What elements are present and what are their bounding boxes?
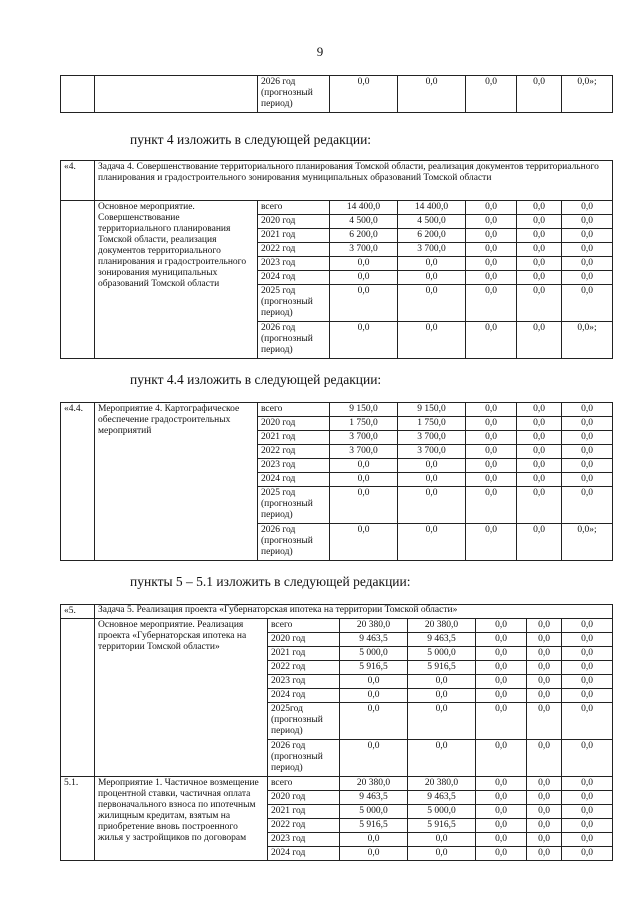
- value-cell: 0,0: [562, 473, 613, 487]
- value-cell: 0,0: [466, 243, 517, 257]
- value-cell: 0,0: [527, 791, 562, 805]
- section-5-table: [60, 604, 613, 861]
- row-number: «4.: [61, 161, 95, 201]
- value-cell: 0,0: [340, 833, 408, 847]
- year-label: 2020 год: [258, 417, 330, 431]
- value-cell: 0,0: [466, 201, 517, 215]
- value-cell: 5 916,5: [408, 819, 476, 833]
- value-cell: 0,0: [398, 285, 466, 322]
- value-cell: 0,0: [330, 285, 398, 322]
- value-cell: 3 700,0: [330, 445, 398, 459]
- value-cell: 3 700,0: [398, 243, 466, 257]
- value-cell: 0,0: [330, 459, 398, 473]
- value-cell: 3 700,0: [330, 431, 398, 445]
- year-label: 2025 год (прогнозный период): [258, 285, 330, 322]
- value-cell: 0,0: [466, 459, 517, 473]
- value-cell: 0,0: [408, 689, 476, 703]
- value-cell: 5 916,5: [340, 819, 408, 833]
- value-cell: 14 400,0: [398, 201, 466, 215]
- value-cell: 0,0: [340, 740, 408, 777]
- value-cell: 0,0: [408, 833, 476, 847]
- year-label: 2024 год: [258, 271, 330, 285]
- value-cell: 9 463,5: [408, 633, 476, 647]
- value-cell: 0,0: [527, 675, 562, 689]
- value-cell: 0,0: [527, 833, 562, 847]
- value-cell: 0,0: [527, 689, 562, 703]
- value-cell: 3 700,0: [398, 431, 466, 445]
- year-label: 2024 год: [258, 473, 330, 487]
- value-cell: 0,0: [466, 271, 517, 285]
- data-row: [61, 403, 613, 417]
- value-cell: 0,0: [562, 661, 613, 675]
- year-label: 2020 год: [268, 791, 340, 805]
- year-label: 2026 год (прогнозный период): [268, 740, 340, 777]
- activity-name: Основное мероприятие. Совершенствование территориального планирования Томской области, реализация документов территориального планирования и градостроительного зонирования муниципальных образований Томской области: [95, 201, 258, 359]
- value-cell: 0,0: [527, 777, 562, 791]
- value-cell: 0,0: [562, 403, 613, 417]
- value-cell: 6 200,0: [330, 229, 398, 243]
- value-cell: 0,0: [330, 271, 398, 285]
- value-cell: 0,0: [562, 647, 613, 661]
- value-cell: 0,0: [562, 633, 613, 647]
- value-cell: 0,0: [562, 675, 613, 689]
- value-cell: 0,0: [476, 805, 527, 819]
- value-cell: 0,0: [408, 740, 476, 777]
- value-cell: 0,0: [562, 229, 613, 243]
- section-4-table: [60, 160, 613, 359]
- value-cell: 0,0: [562, 201, 613, 215]
- value-cell: 0,0»;: [562, 76, 613, 113]
- value-cell: 5 000,0: [408, 805, 476, 819]
- value-cell: 5 916,5: [340, 661, 408, 675]
- value-cell: 0,0: [398, 487, 466, 524]
- task-title: Задача 5. Реализация проекта «Губернаторская ипотека на территории Томской области»: [95, 605, 613, 619]
- value-cell: 9 150,0: [330, 403, 398, 417]
- value-cell: 0,0: [517, 215, 562, 229]
- value-cell: 0,0: [562, 285, 613, 322]
- value-cell: 0,0: [466, 473, 517, 487]
- year-label: всего: [258, 403, 330, 417]
- year-label: 2023 год: [268, 675, 340, 689]
- value-cell: 0,0: [562, 791, 613, 805]
- value-cell: 0,0: [562, 417, 613, 431]
- value-cell: 0,0: [476, 703, 527, 740]
- value-cell: 5 000,0: [340, 805, 408, 819]
- value-cell: 1 750,0: [398, 417, 466, 431]
- value-cell: 0,0: [340, 703, 408, 740]
- year-label: 2026 год (прогнозный период): [258, 524, 330, 561]
- value-cell: 0,0: [340, 689, 408, 703]
- value-cell: 5 000,0: [340, 647, 408, 661]
- value-cell: 0,0: [527, 661, 562, 675]
- value-cell: 0,0: [398, 524, 466, 561]
- empty-cell: [61, 76, 95, 113]
- value-cell: 20 380,0: [340, 619, 408, 633]
- data-row: [61, 619, 613, 633]
- value-cell: 0,0: [527, 740, 562, 777]
- value-cell: 6 200,0: [398, 229, 466, 243]
- value-cell: 9 463,5: [340, 633, 408, 647]
- value-cell: 0,0: [398, 459, 466, 473]
- value-cell: 0,0: [466, 229, 517, 243]
- value-cell: 0,0: [562, 257, 613, 271]
- activity-name: Мероприятие 1. Частичное возмещение процентной ставки, частичная оплата первоначального взноса по ипотечным жилищным кредитам, взятым на приобретение вновь построенного жилья у застройщиков по договорам: [95, 777, 268, 861]
- value-cell: 4 500,0: [330, 215, 398, 229]
- value-cell: 0,0: [476, 633, 527, 647]
- value-cell: 0,0: [562, 833, 613, 847]
- value-cell: 9 463,5: [340, 791, 408, 805]
- data-row: [61, 201, 613, 215]
- value-cell: 0,0: [330, 76, 398, 113]
- year-label: 2020 год: [268, 633, 340, 647]
- value-cell: 0,0: [517, 473, 562, 487]
- activity-name: Основное мероприятие. Реализация проекта «Губернаторская ипотека на территории Томской области»: [95, 619, 268, 777]
- value-cell: 1 750,0: [330, 417, 398, 431]
- heading-points-5-5-1: пункты 5 – 5.1 изложить в следующей редакции:: [130, 574, 411, 589]
- value-cell: 0,0: [562, 740, 613, 777]
- year-label: 2022 год: [258, 243, 330, 257]
- value-cell: 0,0: [527, 703, 562, 740]
- value-cell: 0,0: [527, 647, 562, 661]
- value-cell: 0,0: [398, 271, 466, 285]
- year-label: 2026 год (прогнозный период): [258, 322, 330, 359]
- value-cell: 0,0: [398, 473, 466, 487]
- value-cell: 0,0: [517, 257, 562, 271]
- value-cell: 0,0: [562, 243, 613, 257]
- value-cell: 0,0: [562, 777, 613, 791]
- value-cell: 0,0: [517, 445, 562, 459]
- value-cell: 0,0: [466, 215, 517, 229]
- value-cell: 0,0: [466, 417, 517, 431]
- value-cell: 0,0: [517, 201, 562, 215]
- value-cell: 0,0: [466, 285, 517, 322]
- value-cell: 0,0: [408, 675, 476, 689]
- year-label: 2021 год: [268, 647, 340, 661]
- value-cell: 0,0: [517, 285, 562, 322]
- value-cell: 0,0: [562, 459, 613, 473]
- value-cell: 0,0: [330, 257, 398, 271]
- value-cell: 0,0: [398, 76, 466, 113]
- value-cell: 0,0: [330, 487, 398, 524]
- value-cell: 0,0: [562, 619, 613, 633]
- value-cell: 0,0: [517, 417, 562, 431]
- value-cell: 0,0: [517, 322, 562, 359]
- value-cell: 0,0: [527, 633, 562, 647]
- section-4-4-table: [60, 402, 613, 561]
- empty-cell: [95, 76, 258, 113]
- value-cell: 0,0: [476, 819, 527, 833]
- heading-point-4-4: пункт 4.4 изложить в следующей редакции:: [130, 372, 382, 387]
- value-cell: 0,0: [408, 847, 476, 861]
- value-cell: 0,0: [466, 257, 517, 271]
- task-title: Задача 4. Совершенствование территориального планирования Томской области, реализация документов территориального планирования и градостроительного зонирования муниципальных образований Томской области: [95, 161, 613, 201]
- value-cell: 0,0: [562, 215, 613, 229]
- value-cell: 0,0: [476, 740, 527, 777]
- value-cell: 0,0: [562, 487, 613, 524]
- year-label: 2023 год: [258, 459, 330, 473]
- value-cell: 0,0: [330, 322, 398, 359]
- year-label: 2025год (прогнозный период): [268, 703, 340, 740]
- year-label: всего: [268, 619, 340, 633]
- year-label: 2022 год: [268, 819, 340, 833]
- value-cell: 0,0: [562, 819, 613, 833]
- year-label: всего: [268, 777, 340, 791]
- row-number: 5.1.: [61, 777, 95, 861]
- year-label: 2024 год: [268, 847, 340, 861]
- year-label: 2026 год (прогнозный период): [258, 76, 330, 113]
- value-cell: 0,0: [476, 777, 527, 791]
- value-cell: 20 380,0: [408, 777, 476, 791]
- value-cell: 0,0: [527, 819, 562, 833]
- year-label: 2025 год (прогнозный период): [258, 487, 330, 524]
- value-cell: 5 916,5: [408, 661, 476, 675]
- value-cell: 0,0: [562, 689, 613, 703]
- value-cell: 0,0: [517, 403, 562, 417]
- value-cell: 3 700,0: [330, 243, 398, 257]
- value-cell: 0,0: [330, 473, 398, 487]
- value-cell: 0,0: [476, 791, 527, 805]
- value-cell: 0,0: [517, 243, 562, 257]
- value-cell: 0,0: [476, 647, 527, 661]
- activity-name: Мероприятие 4. Картографическое обеспечение градостроительных мероприятий: [95, 403, 258, 561]
- value-cell: 0,0: [476, 689, 527, 703]
- value-cell: 5 000,0: [408, 647, 476, 661]
- value-cell: 0,0: [466, 431, 517, 445]
- value-cell: 0,0: [517, 271, 562, 285]
- value-cell: 20 380,0: [408, 619, 476, 633]
- year-label: 2021 год: [258, 431, 330, 445]
- value-cell: 0,0: [466, 76, 517, 113]
- row-number: «5.: [61, 605, 95, 619]
- value-cell: 0,0»;: [562, 524, 613, 561]
- value-cell: 0,0: [562, 431, 613, 445]
- value-cell: 0,0»;: [562, 322, 613, 359]
- value-cell: 9 150,0: [398, 403, 466, 417]
- row-number: [61, 619, 95, 777]
- year-label: 2020 год: [258, 215, 330, 229]
- value-cell: 0,0: [466, 322, 517, 359]
- value-cell: 0,0: [527, 847, 562, 861]
- value-cell: 0,0: [476, 661, 527, 675]
- year-label: 2023 год: [268, 833, 340, 847]
- value-cell: 0,0: [517, 524, 562, 561]
- value-cell: 14 400,0: [330, 201, 398, 215]
- data-row: [61, 777, 613, 791]
- value-cell: 0,0: [562, 271, 613, 285]
- value-cell: 0,0: [466, 524, 517, 561]
- value-cell: 3 700,0: [398, 445, 466, 459]
- value-cell: 0,0: [517, 229, 562, 243]
- value-cell: 0,0: [466, 403, 517, 417]
- year-label: 2022 год: [268, 661, 340, 675]
- value-cell: 0,0: [476, 619, 527, 633]
- value-cell: 0,0: [517, 459, 562, 473]
- continuation-table: [60, 75, 613, 113]
- value-cell: 0,0: [340, 847, 408, 861]
- value-cell: 0,0: [398, 257, 466, 271]
- row-number: [61, 201, 95, 359]
- value-cell: 0,0: [562, 805, 613, 819]
- value-cell: 0,0: [517, 431, 562, 445]
- value-cell: 0,0: [562, 847, 613, 861]
- year-label: 2023 год: [258, 257, 330, 271]
- row-number: «4.4.: [61, 403, 95, 561]
- value-cell: 0,0: [517, 487, 562, 524]
- year-label: 2022 год: [258, 445, 330, 459]
- value-cell: 0,0: [562, 445, 613, 459]
- value-cell: 0,0: [527, 619, 562, 633]
- value-cell: 0,0: [408, 703, 476, 740]
- value-cell: 4 500,0: [398, 215, 466, 229]
- heading-point-4: пункт 4 изложить в следующей редакции:: [130, 132, 372, 147]
- value-cell: 0,0: [476, 675, 527, 689]
- value-cell: 0,0: [527, 805, 562, 819]
- value-cell: 0,0: [398, 322, 466, 359]
- value-cell: 0,0: [476, 847, 527, 861]
- value-cell: 0,0: [466, 445, 517, 459]
- value-cell: 0,0: [562, 703, 613, 740]
- value-cell: 0,0: [517, 76, 562, 113]
- year-label: 2024 год: [268, 689, 340, 703]
- year-label: 2021 год: [258, 229, 330, 243]
- value-cell: 0,0: [330, 524, 398, 561]
- value-cell: 0,0: [340, 675, 408, 689]
- value-cell: 0,0: [476, 833, 527, 847]
- year-label: всего: [258, 201, 330, 215]
- value-cell: 0,0: [466, 487, 517, 524]
- page-number: 9: [316, 44, 324, 59]
- year-label: 2021 год: [268, 805, 340, 819]
- value-cell: 9 463,5: [408, 791, 476, 805]
- value-cell: 20 380,0: [340, 777, 408, 791]
